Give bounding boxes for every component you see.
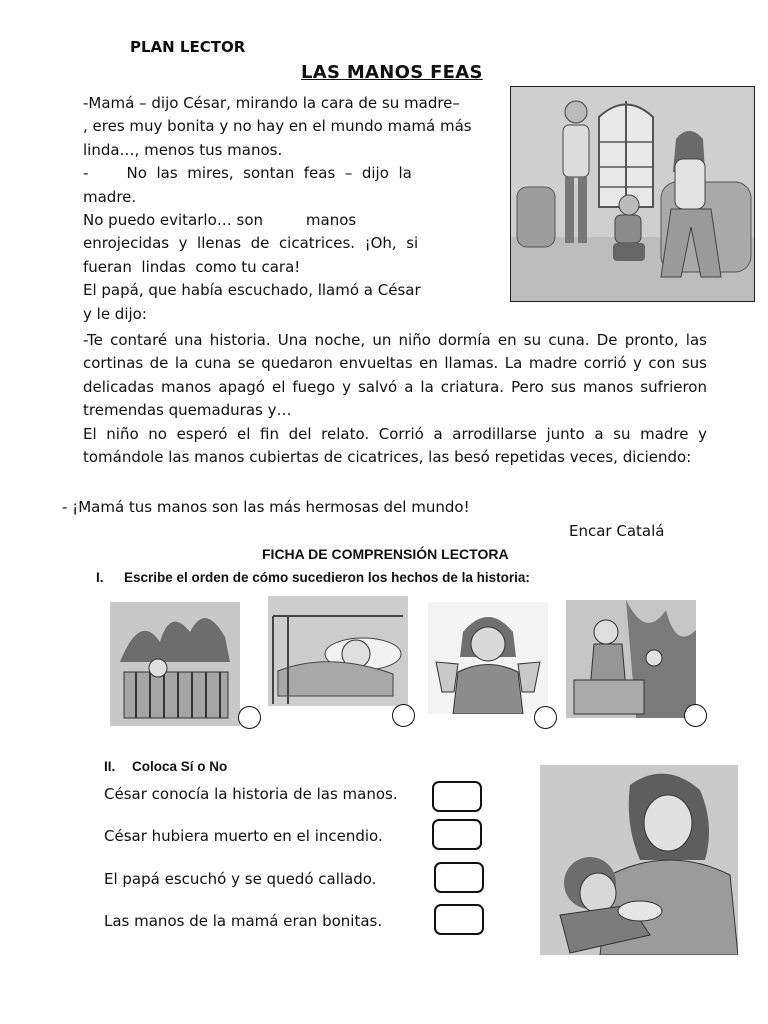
section-2-text: Coloca Sí o No (132, 759, 228, 774)
answer-box-3[interactable] (434, 862, 484, 893)
story-line: y le dijo: (83, 304, 147, 323)
ficha-title: FICHA DE COMPRENSIÓN LECTORA (262, 546, 509, 562)
story-line: fueran lindas como tu cara! (83, 257, 301, 276)
section-1-text: Escribe el orden de cómo sucedieron los hechos de la historia: (124, 570, 530, 585)
question-1: César conocía la historia de las manos. (104, 785, 398, 803)
answer-box-4[interactable] (434, 904, 484, 935)
section-1-heading (96, 570, 530, 585)
story-author: Encar Catalá (569, 522, 665, 540)
order-answer-circle-4[interactable] (684, 704, 707, 727)
story-paragraph: El niño no esperó el fin del relato. Corrió a arrodillarse junto a su madre y tomándole las manos cubiertas de cicatrices, las besó repetidas veces, diciendo: (83, 424, 707, 467)
answer-box-1[interactable] (432, 781, 482, 812)
order-answer-circle-2[interactable] (392, 704, 415, 727)
section-2-number: II. (104, 759, 116, 774)
section-1-number: I. (96, 570, 104, 585)
story-intro (83, 92, 503, 326)
mother-hands-illustration (428, 602, 548, 714)
story-line: , eres muy bonita y no hay en el mundo mamá más (83, 117, 472, 136)
plan-lector-label: PLAN LECTOR (130, 38, 246, 56)
story-paragraph: -Te contaré una historia. Una noche, un niño dormía en su cuna. De pronto, las cortinas de la cuna se quedaron envueltas en llamas. La madre corrió y con sus delicadas manos apagó el fuego y salvó a la criatura. Pero sus manos sufrieron tremendas quemaduras y… (83, 331, 707, 420)
boy-kissing-mother-hands-illustration (540, 765, 738, 955)
story-closing-line: - ¡Mamá tus manos son las más hermosas del mundo! (62, 498, 470, 516)
question-2: César hubiera muerto en el incendio. (104, 827, 383, 845)
order-answer-circle-1[interactable] (238, 706, 261, 729)
section-2-heading (104, 759, 227, 774)
question-3: El papá escuchó y se quedó callado. (104, 870, 377, 888)
story-line: - No las mires, sontan feas – dijo la (83, 164, 412, 183)
story-body (83, 329, 707, 469)
story-line: linda…, menos tus manos. (83, 140, 283, 159)
story-line: madre. (83, 187, 137, 206)
story-title: LAS MANOS FEAS (301, 62, 483, 83)
order-answer-circle-3[interactable] (534, 706, 557, 729)
answer-box-2[interactable] (432, 819, 482, 850)
story-line: -Mamá – dijo César, mirando la cara de su madre– (83, 94, 460, 112)
family-living-room-illustration (510, 86, 755, 302)
crib-fire-illustration (110, 602, 240, 726)
question-4: Las manos de la mamá eran bonitas. (104, 912, 383, 930)
story-line: El papá, que había escuchado, llamó a César (83, 281, 421, 300)
story-line: No puedo evitarlo… son manos (83, 211, 357, 230)
story-line: enrojecidas y llenas de cicatrices. ¡Oh, si (83, 234, 419, 253)
mother-saving-child-illustration (566, 600, 696, 718)
sleeping-child-illustration (268, 596, 408, 706)
